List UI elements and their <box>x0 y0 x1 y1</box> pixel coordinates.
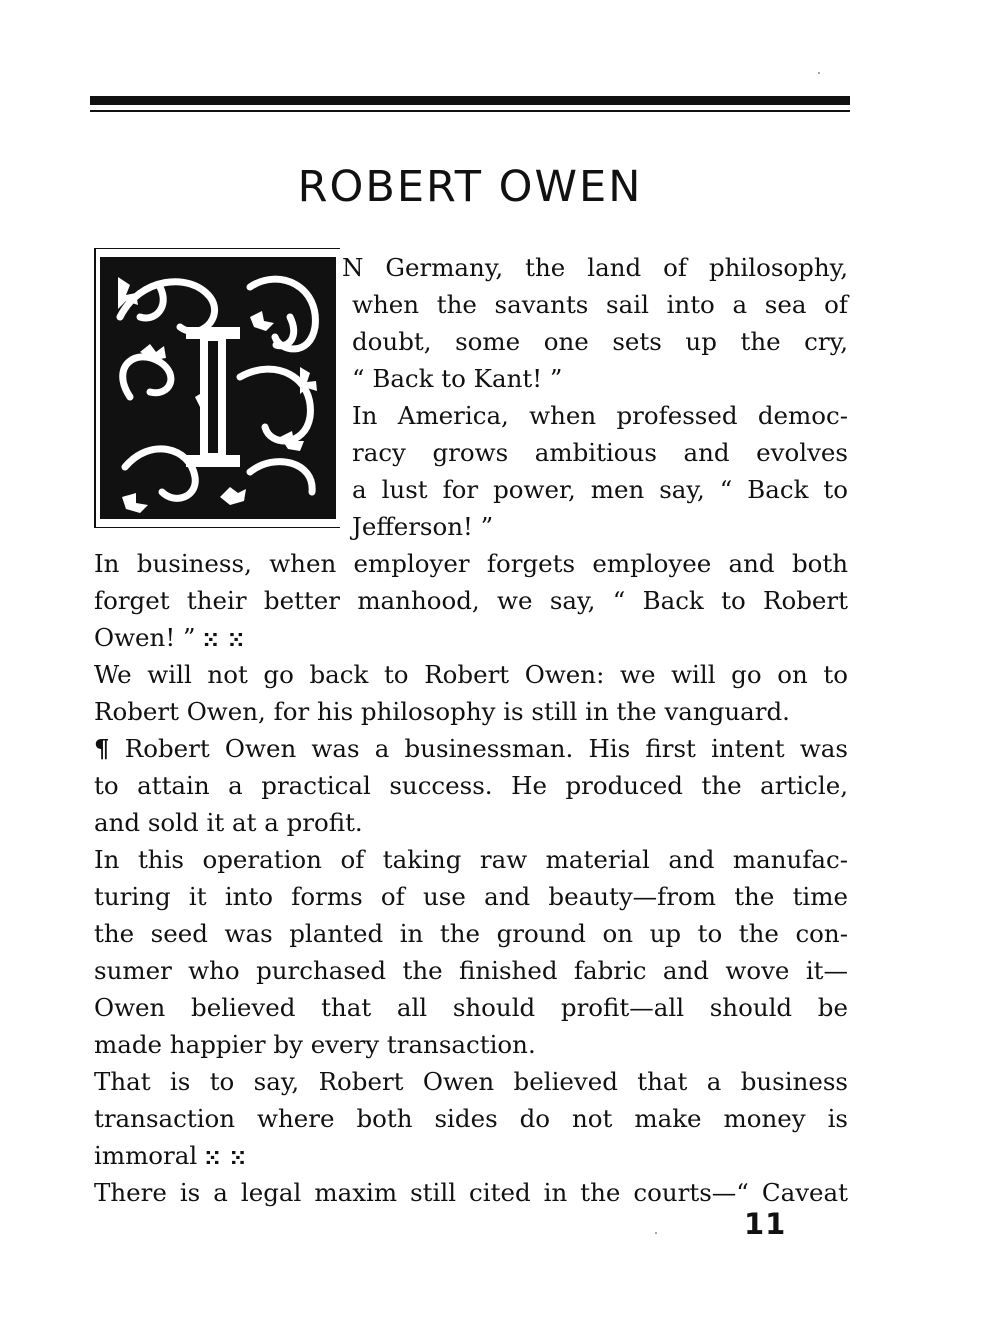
text-line: forget their better manhood, we say, “ Back to Robert <box>94 586 848 615</box>
text-line: In business, when employer forgets employee and both <box>94 549 848 578</box>
text-line: the seed was planted in the ground on up to the con- <box>94 919 848 948</box>
text-line: N Germany, the land of philosophy, <box>342 253 848 282</box>
text-line: In America, when professed democ- <box>352 401 848 430</box>
text-line <box>94 619 848 659</box>
text-line <box>94 1137 848 1177</box>
text-line-content: Owen! ” <box>94 623 196 652</box>
pilcrow-mark: ¶ <box>94 734 110 763</box>
text-line: turing it into forms of use and beauty—from the time <box>94 882 848 911</box>
text-line: doubt, some one sets up the cry, <box>352 327 848 356</box>
text-line: “ Back to Kant! ” <box>352 364 563 393</box>
text-line-content: Robert Owen was a businessman. His first intent was <box>124 734 848 763</box>
text-line: Robert Owen, for his philosophy is still in the vanguard. <box>94 697 790 726</box>
text-line: In this operation of taking raw material and manufac- <box>94 845 848 874</box>
text-line: and sold it at a profit. <box>94 808 363 837</box>
decorated-initial-i <box>100 257 336 519</box>
text-line: when the savants sail into a sea of <box>352 290 848 319</box>
text-line: to attain a practical success. He produced the article, <box>94 771 848 800</box>
print-speck <box>818 72 820 74</box>
text-line: sumer who purchased the finished fabric and wove it— <box>94 956 848 985</box>
text-line: There is a legal maxim still cited in the courts—“ Caveat <box>94 1178 848 1207</box>
ornament: ⵘ ⵘ <box>205 1148 248 1169</box>
ornament: ⵘ ⵘ <box>203 630 246 651</box>
header-rule-thin <box>90 110 850 112</box>
text-line: That is to say, Robert Owen believed that a business <box>94 1067 848 1096</box>
text-line: We will not go back to Robert Owen: we will go on to <box>94 660 848 689</box>
print-speck <box>655 1232 657 1234</box>
text-line: Owen believed that all should profit—all should be <box>94 993 848 1022</box>
text-line: transaction where both sides do not make money is <box>94 1104 848 1133</box>
text-line <box>94 730 848 767</box>
page-number: 11 <box>744 1207 787 1241</box>
decorated-initial-frame <box>94 248 340 528</box>
text-line: Jefferson! ” <box>352 512 494 541</box>
text-line: made happier by every transaction. <box>94 1030 536 1059</box>
header-rule-thick <box>90 96 850 105</box>
text-line-content: immoral <box>94 1141 198 1170</box>
text-line: racy grows ambitious and evolves <box>352 438 848 467</box>
text-line: a lust for power, men say, “ Back to <box>352 475 848 504</box>
chapter-title: ROBERT OWEN <box>297 162 643 212</box>
